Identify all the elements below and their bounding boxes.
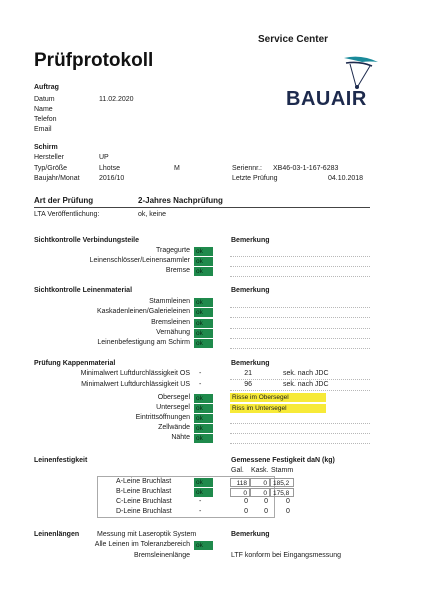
kaskadenleinen-status: ok	[194, 308, 213, 317]
d-leine-stamm: 0	[286, 508, 290, 515]
auftrag-heading: Auftrag	[34, 84, 59, 91]
remark-line	[230, 307, 370, 308]
remark-line	[230, 328, 370, 329]
typ-label: Typ/Größe	[34, 165, 68, 172]
remark-line	[230, 423, 370, 424]
leinenlaengen-method: Messung mit Laseroptik System	[97, 531, 197, 538]
email-label: Email	[34, 126, 52, 133]
remark-line	[230, 443, 370, 444]
stammleinen-label: Stammleinen	[149, 298, 190, 305]
a-leine-kask: 0	[250, 478, 270, 487]
b-leine-kask: 0	[250, 488, 270, 497]
d-leine-status: -	[199, 508, 202, 515]
page-title: Prüfprotokoll	[34, 50, 154, 71]
a-leine-gal: 118	[230, 478, 250, 487]
a-leine-label: A-Leine Bruchlast	[116, 478, 172, 485]
remark-line	[230, 276, 370, 277]
letzte-pruefung-label: Letzte Prüfung	[232, 175, 278, 182]
b-leine-status: ok	[194, 488, 213, 497]
luft-us-value: 96	[244, 381, 252, 388]
remark-line	[230, 379, 370, 380]
letzte-pruefung-value: 04.10.2018	[328, 175, 364, 182]
col-kask: Kask.	[251, 467, 269, 474]
luft-os-dash: -	[199, 370, 202, 377]
lta-label: LTA Veröffentlichung:	[34, 211, 100, 218]
datum-label: Datum	[34, 96, 55, 103]
bremsleinen-status: ok	[194, 319, 213, 328]
bremsleinenlaenge-label: Bremsleinenlänge	[133, 552, 190, 559]
logo-wordmark: BAUAIR	[286, 88, 367, 110]
zellwaende-status: ok	[194, 424, 213, 433]
lta-value: ok, keine	[138, 211, 167, 218]
groesse-value: M	[174, 165, 180, 172]
luft-us-unit: sek. nach JDC	[283, 381, 329, 388]
eintritt-label: Eintrittsöffnungen	[135, 414, 190, 421]
remark-line	[230, 433, 370, 434]
a-leine-stamm: 185,2	[270, 478, 294, 487]
luft-os-value: 21	[244, 370, 252, 377]
schirm-heading: Schirm	[34, 144, 58, 151]
luft-os-unit: sek. nach JDC	[283, 370, 329, 377]
hersteller-value: UP	[99, 154, 109, 161]
b-leine-label: B-Leine Bruchlast	[116, 488, 172, 495]
untersegel-remark: Riss im Untersegel	[230, 404, 326, 413]
luft-os-label: Minimalwert Luftdurchlässigkeit OS	[80, 370, 190, 377]
c-leine-kask: 0	[264, 498, 268, 505]
d-leine-label: D-Leine Bruchlast	[116, 508, 172, 515]
leinenschloesser-label: Leinenschlösser/Leinensammler	[89, 257, 190, 264]
remark-line	[230, 266, 370, 267]
obersegel-status: ok	[194, 394, 213, 403]
bremse-label: Bremse	[165, 267, 190, 274]
toleranz-status: ok	[194, 541, 213, 550]
b-leine-gal: 0	[230, 488, 250, 497]
vernaehung-label: Vernähung	[156, 329, 190, 336]
c-leine-label: C-Leine Bruchlast	[116, 498, 172, 505]
remark-line	[230, 317, 370, 318]
c-leine-gal: 0	[244, 498, 248, 505]
bremsleinenlaenge-remark: LTF konform bei Eingangsmessung	[231, 552, 341, 559]
d-leine-gal: 0	[244, 508, 248, 515]
obersegel-label: Obersegel	[157, 394, 190, 401]
measured-heading: Gemessene Festigkeit daN (kg)	[231, 457, 335, 464]
baujahr-value: 2016/10	[99, 175, 125, 182]
art-label: Art der Prüfung	[34, 196, 94, 205]
verbindung-heading: Sichtkontrolle Verbindungsteile	[34, 237, 140, 244]
telefon-label: Telefon	[34, 116, 57, 123]
col-gal: Gal.	[231, 467, 244, 474]
service-center-label: Service Center	[258, 34, 329, 45]
leinenschloesser-status: ok	[194, 257, 213, 266]
leinen-heading: Sichtkontrolle Leinenmaterial	[34, 287, 133, 294]
remark-line	[230, 390, 370, 391]
art-value: 2-Jahres Nachprüfung	[138, 196, 223, 205]
remark-line	[230, 338, 370, 339]
bremsleinen-label: Bremsleinen	[151, 319, 190, 326]
datum-value: 11.02.2020	[99, 96, 134, 103]
tragegurte-status: ok	[194, 247, 213, 256]
divider	[34, 207, 370, 208]
tragegurte-label: Tragegurte	[156, 247, 190, 254]
naehte-status: ok	[194, 434, 213, 443]
remark-line	[230, 256, 370, 257]
a-leine-status: ok	[194, 478, 213, 487]
name-label: Name	[34, 106, 53, 113]
luft-us-dash: -	[199, 381, 202, 388]
b-leine-stamm: 175,8	[270, 488, 294, 497]
stammleinen-status: ok	[194, 298, 213, 307]
leinen-remark-heading: Bemerkung	[231, 287, 270, 294]
obersegel-remark: Risse im Obersegel	[230, 393, 326, 402]
untersegel-status: ok	[194, 404, 213, 413]
luft-us-label: Minimalwert Luftdurchlässigkeit US	[81, 381, 190, 388]
eintritt-status: ok	[194, 414, 213, 423]
leinenbefestigung-status: ok	[194, 339, 213, 348]
untersegel-label: Untersegel	[156, 404, 190, 411]
typ-value: Lhotse	[99, 165, 121, 172]
c-leine-status: -	[199, 498, 202, 505]
zellwaende-label: Zellwände	[158, 424, 190, 431]
col-stamm: Stamm	[271, 467, 294, 474]
hersteller-label: Hersteller	[34, 154, 64, 161]
toleranz-label: Alle Leinen im Toleranzbereich	[94, 541, 190, 548]
paraglider-icon	[286, 52, 396, 92]
naehte-label: Nähte	[171, 434, 190, 441]
baujahr-label: Baujahr/Monat	[34, 175, 80, 182]
remark-line	[230, 348, 370, 349]
leinenbefestigung-label: Leinenbefestigung am Schirm	[97, 339, 190, 346]
bremse-status: ok	[194, 267, 213, 276]
bauair-logo	[286, 52, 396, 116]
leinenlaengen-remark-heading: Bemerkung	[231, 531, 270, 538]
festigkeit-heading: Leinenfestigkeit	[34, 457, 88, 464]
vernaehung-status: ok	[194, 329, 213, 338]
kaskadenleinen-label: Kaskadenleinen/Galerieleinen	[96, 308, 190, 315]
leinenlaengen-heading: Leinenlängen	[34, 531, 80, 538]
seriennr-label: Seriennr.:	[232, 165, 262, 172]
kappen-remark-heading: Bemerkung	[231, 360, 270, 367]
seriennr-value: XB46-03-1-167-6283	[273, 165, 339, 172]
kappen-heading: Prüfung Kappenmaterial	[34, 360, 116, 367]
d-leine-kask: 0	[264, 508, 268, 515]
verbindung-remark-heading: Bemerkung	[231, 237, 270, 244]
c-leine-stamm: 0	[286, 498, 290, 505]
